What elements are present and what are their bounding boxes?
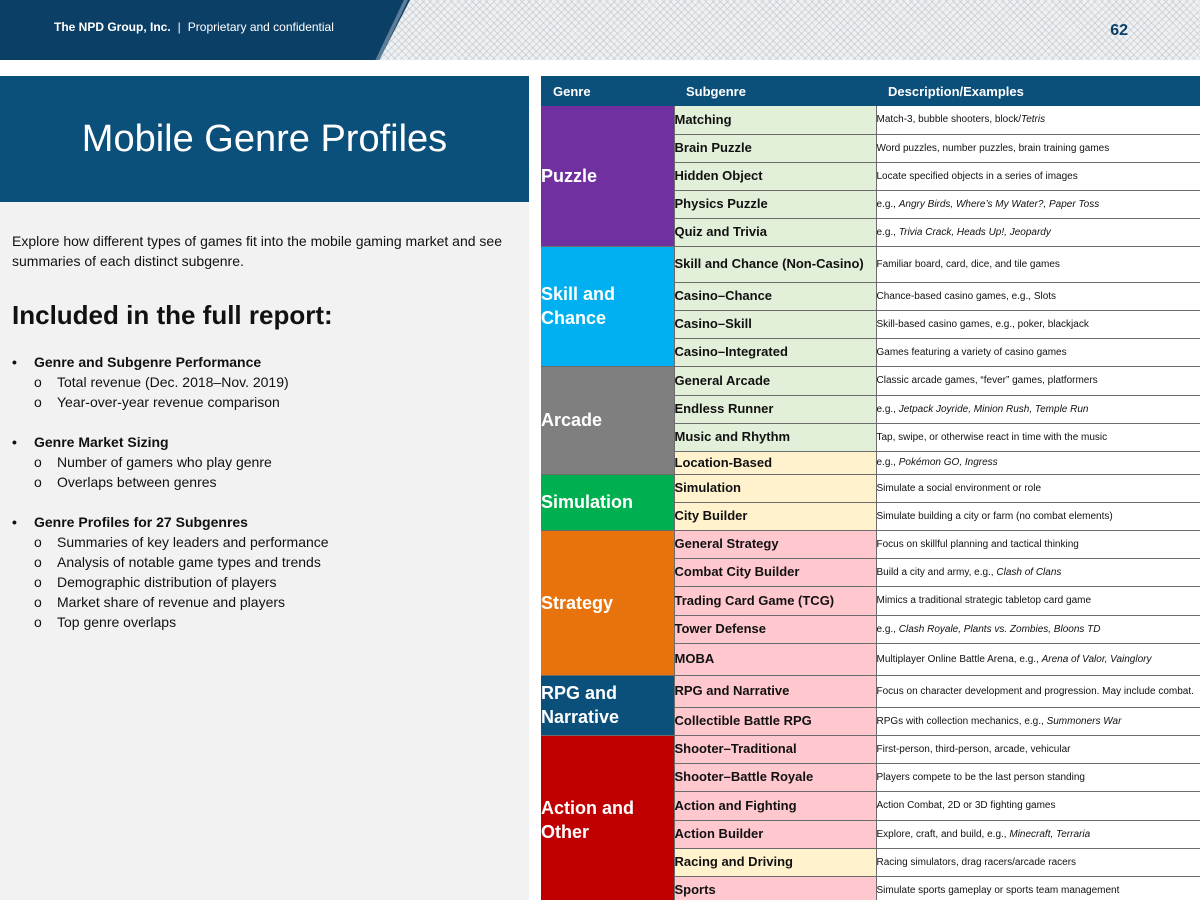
column-header-description: Description/Examples bbox=[876, 76, 1200, 106]
circle-bullet-icon: o bbox=[34, 574, 42, 590]
description-text: e.g., bbox=[876, 226, 899, 238]
description-cell bbox=[876, 474, 1200, 502]
description-text: Tap, swipe, or otherwise react in time with the music bbox=[876, 431, 1108, 443]
description-text: Build a city and army, e.g., bbox=[876, 566, 997, 578]
genre-cell-strategy: Strategy bbox=[541, 530, 674, 675]
description-text: Simulate building a city or farm (no combat elements) bbox=[876, 510, 1113, 522]
subgenre-cell: Casino–Chance bbox=[674, 282, 876, 310]
section-item-text: Market share of revenue and players bbox=[57, 594, 286, 610]
description-text: Arena of Valor, Vainglory bbox=[1041, 653, 1152, 665]
left-panel bbox=[0, 76, 529, 900]
bullet-icon: • bbox=[12, 434, 17, 450]
subgenre-cell: Action Builder bbox=[674, 820, 876, 848]
bullet-icon: • bbox=[12, 354, 17, 370]
description-text: Locate specified objects in a series of images bbox=[876, 170, 1078, 182]
description-text: e.g., bbox=[876, 457, 899, 468]
description-cell bbox=[876, 310, 1200, 338]
subgenre-cell: Tower Defense bbox=[674, 615, 876, 643]
confidential-label: Proprietary and confidential bbox=[187, 20, 334, 34]
table-row bbox=[541, 530, 1200, 558]
description-text: Tetris bbox=[1021, 114, 1046, 126]
table-row bbox=[541, 366, 1200, 395]
subgenre-cell: Music and Rhythm bbox=[674, 423, 876, 451]
subgenre-cell: Shooter–Traditional bbox=[674, 735, 876, 763]
section-item-text: Analysis of notable game types and trends bbox=[57, 554, 321, 570]
description-text: First-person, third-person, arcade, vehicular bbox=[876, 743, 1071, 755]
subgenre-cell: Combat City Builder bbox=[674, 558, 876, 586]
subgenre-cell: Physics Puzzle bbox=[674, 190, 876, 218]
genre-cell-puzzle: Puzzle bbox=[541, 106, 674, 246]
subgenre-cell: Matching bbox=[674, 106, 876, 134]
description-text: Word puzzles, number puzzles, brain training games bbox=[876, 142, 1110, 154]
header-bar bbox=[0, 0, 1200, 60]
description-cell bbox=[876, 791, 1200, 820]
section-item-text: Year-over-year revenue comparison bbox=[57, 394, 280, 410]
description-cell bbox=[876, 282, 1200, 310]
description-text: Simulate sports gameplay or sports team management bbox=[876, 884, 1120, 896]
circle-bullet-icon: o bbox=[34, 374, 42, 390]
description-text: Pokémon GO, Ingress bbox=[898, 457, 998, 468]
description-text: Racing simulators, drag racers/arcade racers bbox=[876, 856, 1077, 868]
subgenre-cell: Sports bbox=[674, 876, 876, 900]
description-cell bbox=[876, 423, 1200, 451]
section-title bbox=[12, 432, 517, 452]
subgenre-cell: RPG and Narrative bbox=[674, 675, 876, 707]
column-header-genre: Genre bbox=[541, 76, 674, 106]
section-title-text: Genre and Subgenre Performance bbox=[34, 354, 262, 370]
subgenre-cell: Casino–Skill bbox=[674, 310, 876, 338]
subgenre-cell: Hidden Object bbox=[674, 162, 876, 190]
section-item bbox=[12, 592, 517, 612]
table-row bbox=[541, 675, 1200, 707]
report-heading: Included in the full report: bbox=[12, 300, 333, 330]
company-name: The NPD Group, Inc. bbox=[54, 20, 171, 34]
description-text: Summoners War bbox=[1046, 715, 1122, 727]
table-row bbox=[541, 106, 1200, 134]
bullet-icon: • bbox=[12, 514, 17, 530]
description-text: Simulate a social environment or role bbox=[876, 482, 1042, 494]
header-separator: | bbox=[177, 20, 181, 34]
subgenre-cell: Brain Puzzle bbox=[674, 134, 876, 162]
report-section bbox=[12, 352, 517, 412]
intro-text: Explore how different types of games fit into the mobile gaming market and see summaries of each distinct subgenre. bbox=[12, 233, 503, 269]
description-text: Angry Birds, Where’s My Water?, Paper Toss bbox=[898, 198, 1100, 210]
description-cell bbox=[876, 558, 1200, 586]
subgenre-cell: City Builder bbox=[674, 502, 876, 530]
subgenre-cell: Simulation bbox=[674, 474, 876, 502]
genre-cell-arcade: Arcade bbox=[541, 366, 674, 474]
description-cell bbox=[876, 820, 1200, 848]
description-cell bbox=[876, 366, 1200, 395]
description-cell bbox=[876, 530, 1200, 558]
section-item-text: Number of gamers who play genre bbox=[57, 454, 272, 470]
description-text: Jetpack Joyride, Minion Rush, Temple Run bbox=[898, 403, 1089, 415]
page-number: 62 bbox=[1110, 22, 1128, 39]
subgenre-cell: Action and Fighting bbox=[674, 791, 876, 820]
description-cell bbox=[876, 451, 1200, 474]
genre-cell-rpg-and-narrative: RPG and Narrative bbox=[541, 675, 674, 735]
circle-bullet-icon: o bbox=[34, 474, 42, 490]
description-cell bbox=[876, 848, 1200, 876]
description-text: Mimics a traditional strategic tabletop card game bbox=[876, 595, 1092, 606]
report-section bbox=[12, 432, 517, 492]
subgenre-cell: Racing and Driving bbox=[674, 848, 876, 876]
section-title bbox=[12, 352, 517, 372]
section-title bbox=[12, 512, 517, 532]
subgenre-cell: Location-Based bbox=[674, 451, 876, 474]
circle-bullet-icon: o bbox=[34, 554, 42, 570]
description-text: Clash of Clans bbox=[996, 566, 1062, 578]
table-row bbox=[541, 246, 1200, 282]
section-item bbox=[12, 612, 517, 632]
section-item bbox=[12, 552, 517, 572]
description-cell bbox=[876, 246, 1200, 282]
description-cell bbox=[876, 218, 1200, 246]
description-text: Clash Royale, Plants vs. Zombies, Bloons TD bbox=[898, 623, 1101, 635]
report-sections bbox=[12, 352, 517, 652]
circle-bullet-icon: o bbox=[34, 454, 42, 470]
description-text: RPGs with collection mechanics, e.g., bbox=[876, 715, 1047, 727]
section-item bbox=[12, 372, 517, 392]
page-title: Mobile Genre Profiles bbox=[81, 117, 448, 160]
description-text: Players compete to be the last person standing bbox=[876, 771, 1085, 783]
subgenre-cell: Quiz and Trivia bbox=[674, 218, 876, 246]
description-text: Games featuring a variety of casino games bbox=[876, 346, 1067, 358]
description-text: e.g., bbox=[876, 198, 899, 210]
section-item bbox=[12, 472, 517, 492]
section-item bbox=[12, 392, 517, 412]
genre-table-container bbox=[541, 76, 1200, 900]
description-text: Classic arcade games, “fever” games, platformers bbox=[876, 375, 1098, 386]
table-row bbox=[541, 474, 1200, 502]
circle-bullet-icon: o bbox=[34, 394, 42, 410]
description-text: Focus on skillful planning and tactical thinking bbox=[876, 538, 1079, 550]
subgenre-cell: Shooter–Battle Royale bbox=[674, 763, 876, 791]
section-item bbox=[12, 452, 517, 472]
section-title-text: Genre Profiles for 27 Subgenres bbox=[34, 514, 248, 530]
description-text: Familiar board, card, dice, and tile games bbox=[876, 258, 1060, 270]
description-text: Skill-based casino games, e.g., poker, blackjack bbox=[876, 318, 1089, 330]
genre-cell-simulation: Simulation bbox=[541, 474, 674, 530]
section-item-text: Overlaps between genres bbox=[57, 474, 217, 490]
circle-bullet-icon: o bbox=[34, 614, 42, 630]
description-cell bbox=[876, 707, 1200, 735]
table-row bbox=[541, 735, 1200, 763]
description-cell bbox=[876, 338, 1200, 366]
genre-table-body bbox=[541, 106, 1200, 900]
description-cell bbox=[876, 134, 1200, 162]
description-cell bbox=[876, 502, 1200, 530]
subgenre-cell: Endless Runner bbox=[674, 395, 876, 423]
section-title-text: Genre Market Sizing bbox=[34, 434, 169, 450]
description-cell bbox=[876, 643, 1200, 675]
description-text: Focus on character development and progression. May include combat. bbox=[876, 685, 1194, 697]
subgenre-cell: Trading Card Game (TCG) bbox=[674, 586, 876, 615]
subgenre-cell: Casino–Integrated bbox=[674, 338, 876, 366]
description-cell bbox=[876, 675, 1200, 707]
description-cell bbox=[876, 190, 1200, 218]
genre-cell-action-and-other: Action and Other bbox=[541, 735, 674, 900]
subgenre-cell: General Arcade bbox=[674, 366, 876, 395]
title-box bbox=[0, 76, 529, 202]
section-item-text: Top genre overlaps bbox=[57, 614, 177, 630]
description-text: e.g., bbox=[876, 403, 899, 415]
section-item-text: Demographic distribution of players bbox=[57, 574, 277, 590]
subgenre-cell: Skill and Chance (Non-Casino) bbox=[674, 246, 876, 282]
description-text: e.g., bbox=[876, 623, 899, 635]
circle-bullet-icon: o bbox=[34, 594, 42, 610]
description-cell bbox=[876, 586, 1200, 615]
description-cell bbox=[876, 735, 1200, 763]
section-item-text: Summaries of key leaders and performance bbox=[57, 534, 329, 550]
description-cell bbox=[876, 615, 1200, 643]
report-section bbox=[12, 512, 517, 632]
description-text: Match-3, bubble shooters, block/ bbox=[876, 114, 1022, 126]
circle-bullet-icon: o bbox=[34, 534, 42, 550]
subgenre-cell: MOBA bbox=[674, 643, 876, 675]
subgenre-cell: Collectible Battle RPG bbox=[674, 707, 876, 735]
description-text: Explore, craft, and build, e.g., bbox=[876, 828, 1010, 840]
header-text bbox=[54, 20, 334, 34]
section-item-text: Total revenue (Dec. 2018–Nov. 2019) bbox=[57, 374, 289, 390]
section-item bbox=[12, 532, 517, 552]
description-cell bbox=[876, 106, 1200, 134]
section-item bbox=[12, 572, 517, 592]
subgenre-cell: General Strategy bbox=[674, 530, 876, 558]
description-cell bbox=[876, 395, 1200, 423]
genre-cell-skill-and-chance: Skill and Chance bbox=[541, 246, 674, 366]
description-cell bbox=[876, 162, 1200, 190]
description-text: Trivia Crack, Heads Up!, Jeopardy bbox=[898, 226, 1051, 238]
description-text: Minecraft, Terraria bbox=[1009, 828, 1091, 840]
description-cell bbox=[876, 763, 1200, 791]
description-cell bbox=[876, 876, 1200, 900]
description-text: Action Combat, 2D or 3D fighting games bbox=[876, 800, 1056, 811]
description-text: Multiplayer Online Battle Arena, e.g., bbox=[876, 653, 1042, 665]
genre-table bbox=[541, 76, 1200, 900]
description-text: Chance-based casino games, e.g., Slots bbox=[876, 290, 1057, 302]
column-header-subgenre: Subgenre bbox=[674, 76, 876, 106]
table-header-row bbox=[541, 76, 1200, 106]
